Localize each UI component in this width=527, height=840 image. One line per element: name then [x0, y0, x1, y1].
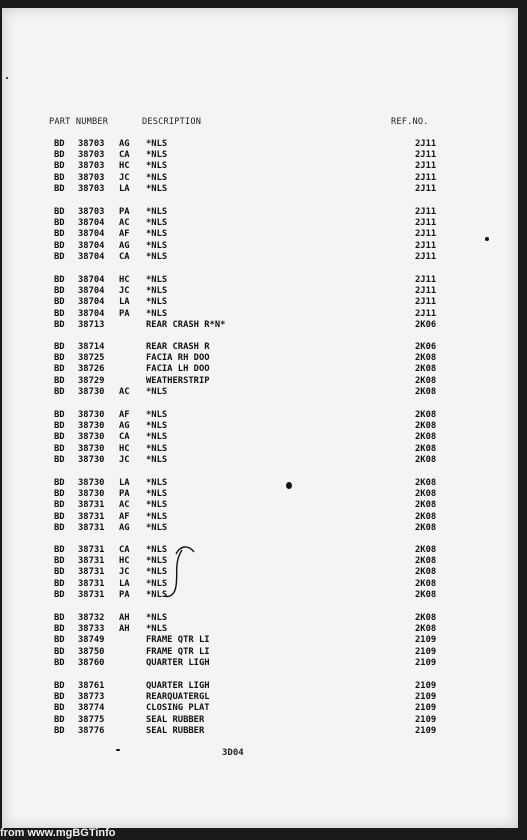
part-ref: 2K06 — [415, 319, 437, 330]
part-row — [2, 489, 518, 500]
part-prefix: BD — [54, 432, 65, 443]
part-variant: JC — [119, 454, 130, 465]
part-number: 38775 — [78, 714, 105, 725]
part-number: 38730 — [78, 386, 105, 397]
part-prefix: BD — [54, 139, 65, 149]
part-number: 38730 — [78, 478, 105, 488]
part-description: *NLS — [146, 432, 168, 443]
part-ref: 2109 — [415, 646, 437, 657]
part-row — [2, 444, 518, 455]
part-ref: 2K08 — [415, 410, 437, 420]
part-prefix: BD — [54, 500, 65, 511]
part-variant: AG — [119, 240, 130, 251]
part-number: 38731 — [78, 556, 105, 567]
part-variant: LA — [119, 478, 130, 488]
part-row — [2, 613, 518, 624]
part-description: FRAME QTR LI — [146, 646, 210, 657]
part-number: 38731 — [78, 589, 105, 600]
part-ref: 2109 — [415, 635, 437, 646]
scan-speck — [6, 77, 8, 79]
part-number: 38776 — [78, 725, 105, 736]
part-ref: 2K08 — [415, 522, 437, 533]
part-description: REAR CRASH R — [146, 342, 210, 352]
part-ref: 2K08 — [415, 375, 437, 386]
part-number-header: PART NUMBER — [49, 117, 109, 127]
part-variant: AH — [119, 613, 130, 623]
part-variant: HC — [119, 556, 130, 567]
part-prefix: BD — [54, 556, 65, 567]
part-description: *NLS — [146, 207, 168, 217]
part-ref: 2109 — [415, 714, 437, 725]
part-ref: 2K08 — [415, 500, 437, 511]
part-row — [2, 218, 518, 229]
part-description: *NLS — [146, 500, 168, 511]
ref-no-header: REF.NO. — [391, 117, 429, 127]
part-variant: HC — [119, 275, 130, 285]
part-number: 38704 — [78, 275, 105, 285]
part-number: 38703 — [78, 139, 105, 149]
part-row — [2, 523, 518, 534]
part-ref: 2109 — [415, 657, 437, 668]
part-ref: 2J11 — [415, 172, 437, 183]
part-ref: 2J11 — [415, 150, 437, 161]
part-row — [2, 364, 518, 375]
part-row — [2, 500, 518, 511]
part-variant: CA — [119, 432, 130, 443]
part-ref: 2J11 — [415, 207, 437, 217]
part-variant: PA — [119, 207, 130, 217]
watermark: from www.mgBGTinfo — [0, 827, 116, 839]
part-description: *NLS — [146, 240, 168, 251]
part-row — [2, 139, 518, 150]
part-variant: AC — [119, 500, 130, 511]
part-description: *NLS — [146, 443, 168, 454]
description-header: DESCRIPTION — [142, 117, 202, 127]
part-number: 38731 — [78, 511, 105, 522]
part-number: 38704 — [78, 218, 105, 229]
part-ref: 2J11 — [415, 161, 437, 172]
part-row — [2, 387, 518, 398]
part-prefix: BD — [54, 308, 65, 319]
part-ref: 2J11 — [415, 218, 437, 229]
part-number: 38704 — [78, 251, 105, 262]
part-row — [2, 173, 518, 184]
part-description: *NLS — [146, 172, 168, 183]
part-number: 38703 — [78, 183, 105, 194]
part-row — [2, 161, 518, 172]
part-description: WEATHERSTRIP — [146, 375, 210, 386]
part-variant: AF — [119, 511, 130, 522]
part-number: 38730 — [78, 489, 105, 500]
part-prefix: BD — [54, 342, 65, 352]
part-description: *NLS — [146, 139, 168, 149]
part-ref: 2J11 — [415, 240, 437, 251]
part-row — [2, 320, 518, 331]
part-ref: 2J11 — [415, 297, 437, 308]
part-row — [2, 286, 518, 297]
part-prefix: BD — [54, 522, 65, 533]
part-ref: 2K08 — [415, 386, 437, 397]
part-description: *NLS — [146, 511, 168, 522]
part-number: 38704 — [78, 240, 105, 251]
part-number: 38703 — [78, 161, 105, 172]
part-number: 38760 — [78, 657, 105, 668]
part-description: *NLS — [146, 275, 168, 285]
part-row — [2, 658, 518, 669]
part-prefix: BD — [54, 172, 65, 183]
part-number: 38730 — [78, 432, 105, 443]
part-description: *NLS — [146, 624, 168, 635]
part-variant: LA — [119, 578, 130, 589]
part-row — [2, 647, 518, 658]
part-description: *NLS — [146, 578, 168, 589]
part-description: *NLS — [146, 297, 168, 308]
part-prefix: BD — [54, 657, 65, 668]
part-prefix: BD — [54, 489, 65, 500]
part-description: *NLS — [146, 522, 168, 533]
part-description: SEAL RUBBER — [146, 714, 205, 725]
pen-mark — [162, 540, 202, 604]
part-number: 38749 — [78, 635, 105, 646]
part-number: 38731 — [78, 578, 105, 589]
part-description: *NLS — [146, 613, 168, 623]
part-number: 38726 — [78, 364, 105, 375]
part-number: 38750 — [78, 646, 105, 657]
part-variant: CA — [119, 251, 130, 262]
part-ref: 2K08 — [415, 364, 437, 375]
part-row — [2, 478, 518, 489]
part-description: FRAME QTR LI — [146, 635, 210, 646]
part-row — [2, 150, 518, 161]
part-description: *NLS — [146, 545, 168, 555]
page-code: 3D04 — [222, 748, 244, 758]
part-variant: AC — [119, 218, 130, 229]
part-row — [2, 342, 518, 353]
part-ref: 2K08 — [415, 353, 437, 364]
part-row — [2, 421, 518, 432]
part-prefix: BD — [54, 240, 65, 251]
part-number: 38774 — [78, 703, 105, 714]
part-description: QUARTER LIGH — [146, 657, 210, 668]
part-prefix: BD — [54, 421, 65, 432]
part-ref: 2K08 — [415, 478, 437, 488]
part-number: 38713 — [78, 319, 105, 330]
part-variant: AH — [119, 624, 130, 635]
part-prefix: BD — [54, 150, 65, 161]
part-description: SEAL RUBBER — [146, 725, 205, 736]
part-number: 38703 — [78, 172, 105, 183]
part-prefix: BD — [54, 725, 65, 736]
part-variant: AG — [119, 139, 130, 149]
part-row — [2, 590, 518, 601]
part-prefix: BD — [54, 353, 65, 364]
part-variant: CA — [119, 150, 130, 161]
part-variant: AF — [119, 410, 130, 420]
scan-speck — [116, 749, 120, 751]
part-row — [2, 252, 518, 263]
part-description: *NLS — [146, 410, 168, 420]
part-row — [2, 432, 518, 443]
part-row — [2, 455, 518, 466]
part-prefix: BD — [54, 613, 65, 623]
part-ref: 2K08 — [415, 589, 437, 600]
part-prefix: BD — [54, 218, 65, 229]
part-prefix: BD — [54, 714, 65, 725]
part-row — [2, 309, 518, 320]
part-ref: 2J11 — [415, 275, 437, 285]
part-description: REARQUATERGL — [146, 692, 210, 703]
part-ref: 2J11 — [415, 308, 437, 319]
part-prefix: BD — [54, 681, 65, 691]
part-variant: PA — [119, 489, 130, 500]
part-number: 38729 — [78, 375, 105, 386]
part-description: *NLS — [146, 286, 168, 297]
part-variant: JC — [119, 172, 130, 183]
part-number: 38731 — [78, 522, 105, 533]
part-ref: 2K08 — [415, 454, 437, 465]
part-prefix: BD — [54, 251, 65, 262]
part-variant: JC — [119, 286, 130, 297]
part-variant: LA — [119, 297, 130, 308]
part-description: *NLS — [146, 229, 168, 240]
part-number: 38725 — [78, 353, 105, 364]
part-row — [2, 207, 518, 218]
part-ref: 2K08 — [415, 511, 437, 522]
part-ref: 2J11 — [415, 183, 437, 194]
part-description: *NLS — [146, 386, 168, 397]
part-description: *NLS — [146, 556, 168, 567]
scan-speck — [485, 237, 489, 241]
part-prefix: BD — [54, 207, 65, 217]
part-ref: 2109 — [415, 725, 437, 736]
part-row — [2, 275, 518, 286]
part-description: *NLS — [146, 478, 168, 488]
part-variant: HC — [119, 161, 130, 172]
part-number: 38730 — [78, 454, 105, 465]
part-number: 38704 — [78, 297, 105, 308]
part-description: FACIA LH DOO — [146, 364, 210, 375]
part-prefix: BD — [54, 275, 65, 285]
part-ref: 2109 — [415, 681, 437, 691]
part-description: *NLS — [146, 589, 168, 600]
part-ref: 2K08 — [415, 613, 437, 623]
part-variant: PA — [119, 589, 130, 600]
part-description: *NLS — [146, 183, 168, 194]
part-description: *NLS — [146, 251, 168, 262]
part-number: 38714 — [78, 342, 105, 352]
part-prefix: BD — [54, 229, 65, 240]
part-ref: 2K08 — [415, 489, 437, 500]
part-row — [2, 297, 518, 308]
part-variant: LA — [119, 183, 130, 194]
part-variant: AC — [119, 386, 130, 397]
part-prefix: BD — [54, 545, 65, 555]
part-description: *NLS — [146, 454, 168, 465]
part-row — [2, 567, 518, 578]
part-row — [2, 681, 518, 692]
part-description: *NLS — [146, 421, 168, 432]
part-prefix: BD — [54, 410, 65, 420]
part-ref: 2109 — [415, 692, 437, 703]
part-prefix: BD — [54, 161, 65, 172]
part-row — [2, 556, 518, 567]
part-row — [2, 635, 518, 646]
part-description: *NLS — [146, 567, 168, 578]
part-ref: 2K08 — [415, 421, 437, 432]
part-ref: 2K06 — [415, 342, 437, 352]
part-ref: 2K08 — [415, 578, 437, 589]
part-number: 38731 — [78, 500, 105, 511]
part-variant: HC — [119, 443, 130, 454]
part-prefix: BD — [54, 454, 65, 465]
part-number: 38703 — [78, 150, 105, 161]
part-ref: 2K08 — [415, 443, 437, 454]
part-prefix: BD — [54, 646, 65, 657]
part-row — [2, 229, 518, 240]
part-variant: JC — [119, 567, 130, 578]
part-row — [2, 376, 518, 387]
part-prefix: BD — [54, 703, 65, 714]
microfiche-page — [2, 8, 518, 828]
part-row — [2, 624, 518, 635]
part-ref: 2109 — [415, 703, 437, 714]
part-number: 38704 — [78, 286, 105, 297]
part-number: 38704 — [78, 308, 105, 319]
part-prefix: BD — [54, 635, 65, 646]
scan-speck — [286, 482, 292, 489]
part-description: QUARTER LIGH — [146, 681, 210, 691]
part-row — [2, 692, 518, 703]
part-number: 38761 — [78, 681, 105, 691]
part-row — [2, 726, 518, 737]
part-row — [2, 512, 518, 523]
part-ref: 2K08 — [415, 545, 437, 555]
part-prefix: BD — [54, 286, 65, 297]
part-prefix: BD — [54, 183, 65, 194]
part-prefix: BD — [54, 567, 65, 578]
part-prefix: BD — [54, 386, 65, 397]
part-prefix: BD — [54, 511, 65, 522]
part-ref: 2J11 — [415, 229, 437, 240]
part-ref: 2J11 — [415, 139, 437, 149]
part-variant: AG — [119, 421, 130, 432]
part-prefix: BD — [54, 478, 65, 488]
part-description: *NLS — [146, 308, 168, 319]
part-number: 38733 — [78, 624, 105, 635]
part-row — [2, 241, 518, 252]
part-prefix: BD — [54, 297, 65, 308]
part-ref: 2K08 — [415, 624, 437, 635]
part-prefix: BD — [54, 578, 65, 589]
part-prefix: BD — [54, 624, 65, 635]
part-description: FACIA RH DOO — [146, 353, 210, 364]
part-number: 38703 — [78, 207, 105, 217]
part-row — [2, 353, 518, 364]
part-row — [2, 703, 518, 714]
part-row — [2, 545, 518, 556]
part-ref: 2K08 — [415, 432, 437, 443]
part-description: *NLS — [146, 489, 168, 500]
part-row — [2, 184, 518, 195]
part-prefix: BD — [54, 443, 65, 454]
part-row — [2, 579, 518, 590]
part-ref: 2K08 — [415, 556, 437, 567]
part-number: 38731 — [78, 545, 105, 555]
part-number: 38731 — [78, 567, 105, 578]
part-prefix: BD — [54, 319, 65, 330]
part-variant: CA — [119, 545, 130, 555]
part-description: REAR CRASH R*N* — [146, 319, 226, 330]
part-variant: AG — [119, 522, 130, 533]
part-row — [2, 715, 518, 726]
part-ref: 2J11 — [415, 251, 437, 262]
part-number: 38730 — [78, 443, 105, 454]
part-description: *NLS — [146, 218, 168, 229]
part-prefix: BD — [54, 692, 65, 703]
part-row — [2, 410, 518, 421]
part-description: *NLS — [146, 161, 168, 172]
part-prefix: BD — [54, 364, 65, 375]
part-number: 38704 — [78, 229, 105, 240]
part-number: 38732 — [78, 613, 105, 623]
part-description: *NLS — [146, 150, 168, 161]
part-description: CLOSING PLAT — [146, 703, 210, 714]
part-variant: AF — [119, 229, 130, 240]
part-number: 38730 — [78, 421, 105, 432]
part-prefix: BD — [54, 589, 65, 600]
part-ref: 2K08 — [415, 567, 437, 578]
part-ref: 2J11 — [415, 286, 437, 297]
part-prefix: BD — [54, 375, 65, 386]
part-variant: PA — [119, 308, 130, 319]
part-number: 38730 — [78, 410, 105, 420]
part-number: 38773 — [78, 692, 105, 703]
